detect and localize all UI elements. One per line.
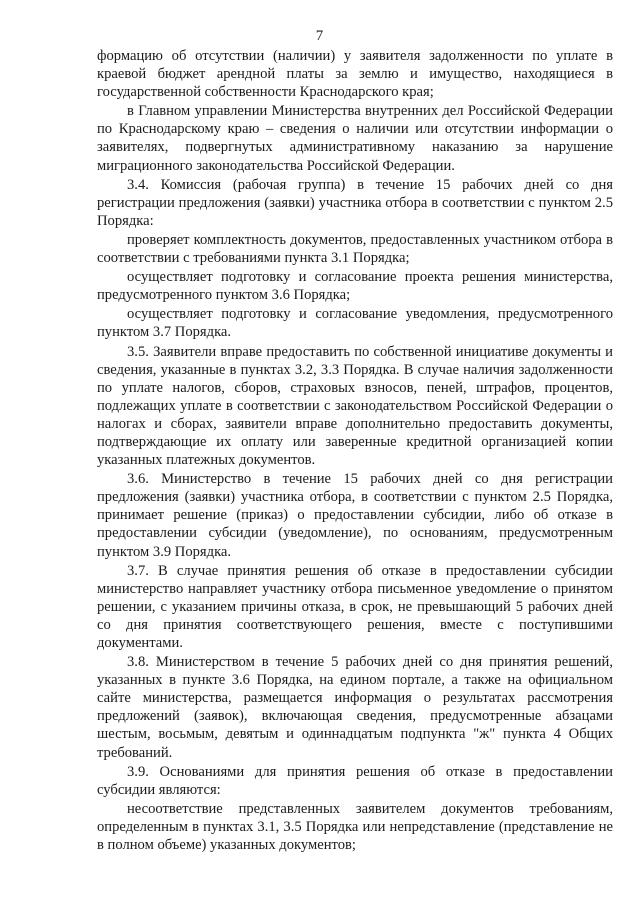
paragraph-3-4: 3.4. Комиссия (рабочая группа) в течение 15 рабочих дней со дня регистрации предложения (заявки) участника отбора в соответствии с пунктом 2.5 Порядка:	[97, 176, 613, 229]
paragraph-3-9-item-1: несоответствие представленных заявителем документов требованиям, определенным в пунктах 3.1, 3.5 Порядка или непредставление (представление не в полном объеме) указанных документов;	[97, 800, 613, 854]
document-body	[97, 47, 613, 855]
paragraph-3-8: 3.8. Министерством в течение 5 рабочих дней со дня принятия решений, указанных в пункте 3.6 Порядка, на едином портале, а также на официальном сайте министерства, размещается информация о результатах рассмотрения предложений (заявок), включающая сведения, предусмотренные абзацами шестым, восьмым, девятым и одиннадцатым подпункта "ж" пункта 4 Общих требований.	[97, 654, 613, 761]
paragraph-3-9: 3.9. Основаниями для принятия решения об отказе в предоставлении субсидии являются:	[97, 763, 613, 798]
paragraph-3-4-item-2: осуществляет подготовку и согласование проекта решения министерства, предусмотренного пунктом 3.6 Порядка;	[97, 269, 613, 304]
page-number: 7	[315, 28, 324, 44]
paragraph-3-5: 3.5. Заявители вправе предоставить по собственной инициативе документы и сведения, указанные в пунктах 3.2, 3.3 Порядка. В случае наличия задолженности по уплате налогов, сборов, страховых взносов, пеней, штрафов, процентов, подлежащих уплате в соответствии с законодательством Российской Федерации о налогах и сборах, заявители вправе дополнительно предоставить документы, подтверждающие их оплату или заверенные кредитной организацией копии указанных платежных документов.	[97, 343, 613, 469]
paragraph-3-4-item-1: проверяет комплектность документов, предоставленных участником отбора в соответствии с требованиями пункта 3.1 Порядка;	[97, 231, 613, 267]
paragraph-3-7: 3.7. В случае принятия решения об отказе в предоставлении субсидии министерство направляет участнику отбора письменное уведомление о принятом решении, с указанием причины отказа, в срок, не превышающий 5 рабочих дней со дня принятия соответствующего решения, вместе с поступившими документами.	[97, 562, 613, 651]
paragraph-3-6: 3.6. Министерство в течение 15 рабочих дней со дня регистрации предложения (заявки) участника отбора, в соответствии с пунктом 2.5 Порядка, принимает решение (приказ) о предоставлении субсидии, либо об отказе в предоставлении субсидии (уведомление), по основаниям, предусмотренным пунктом 3.9 Порядка.	[97, 471, 613, 560]
paragraph-3-4-item-3: осуществляет подготовку и согласование уведомления, предусмотренного пунктом 3.7 Порядка.	[97, 306, 613, 341]
paragraph-continuation: формацию об отсутствии (наличии) у заявителя задолженности по уплате в краевой бюджет арендной платы за землю и имущество, находящиеся в государственной собственности Краснодарского края;	[97, 48, 613, 101]
paragraph-mvd-info: в Главном управлении Министерства внутренних дел Российской Федерации по Краснодарскому краю – сведения о наличии или отсутствии информации о заявителях, подвергнутых административному наказанию за нарушение миграционного законодательства Российской Федерации.	[97, 103, 613, 174]
